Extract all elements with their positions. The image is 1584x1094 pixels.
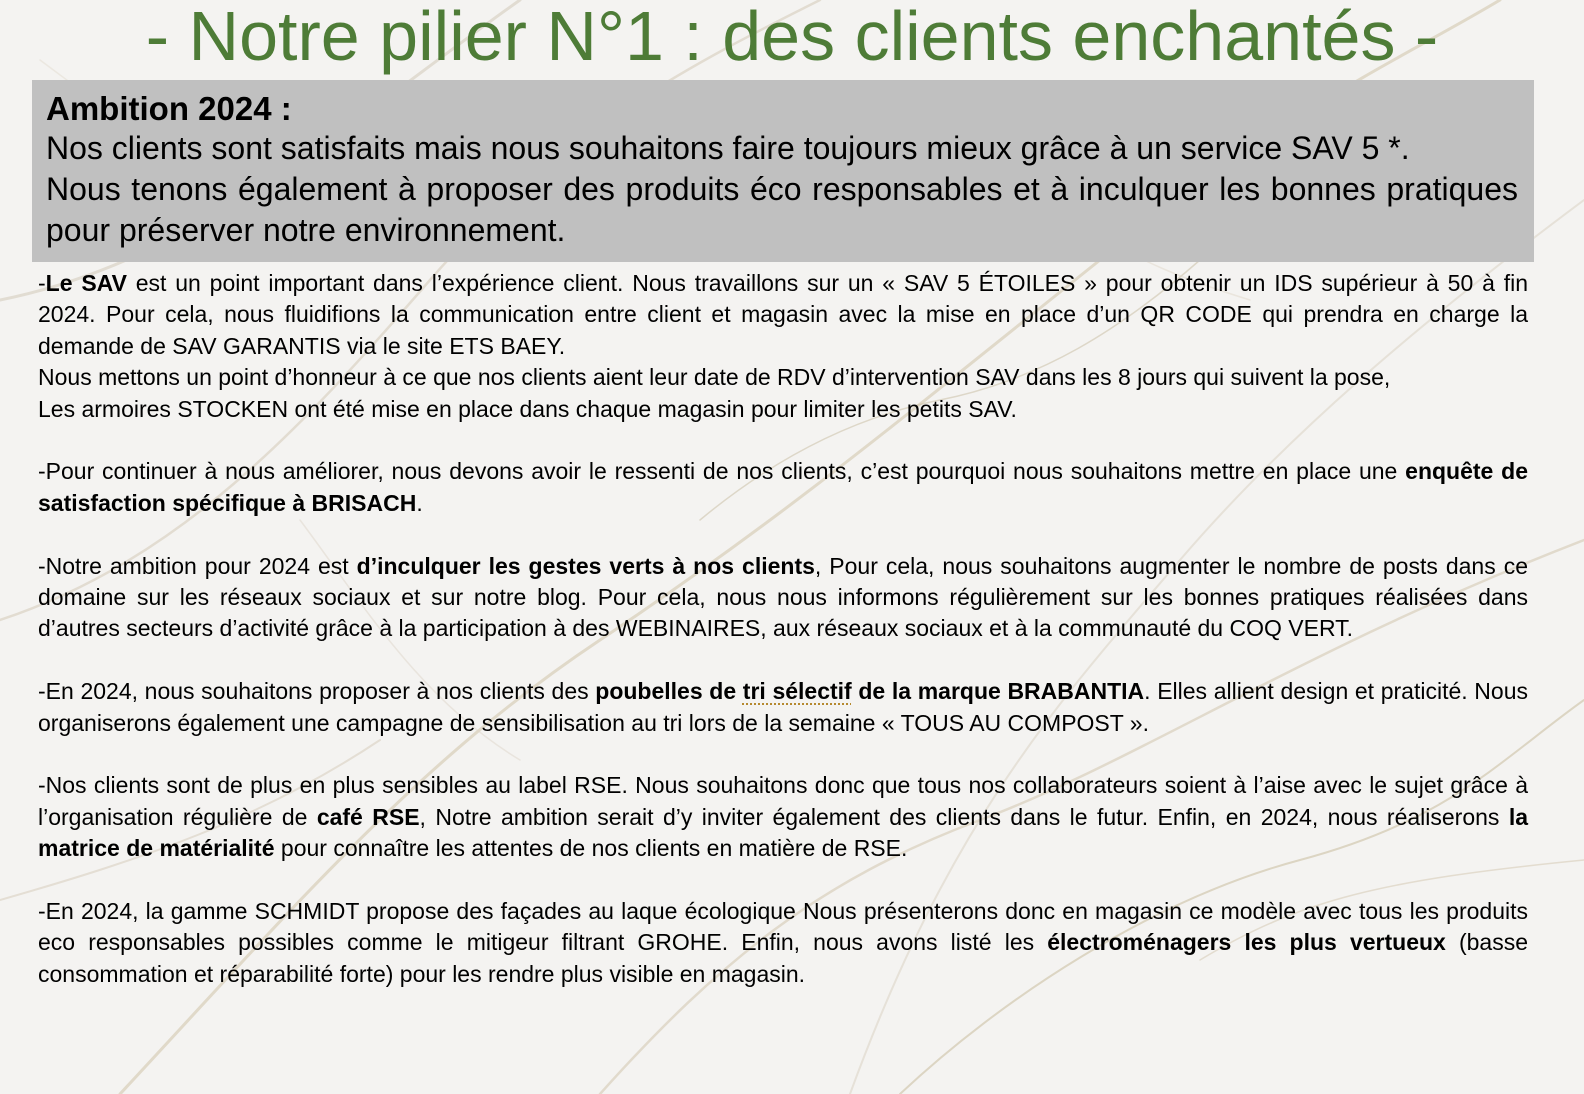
poubelles-bold-1: poubelles de [595, 678, 743, 705]
enquete-text-2: . [416, 489, 423, 516]
enquete-text [38, 456, 1528, 519]
ambition-heading: Ambition 2024 : [46, 90, 292, 127]
ambition-line-1: Nos clients sont satisfaits mais nous souhaitons faire toujours mieux grâce à un service SAV 5 *. [46, 130, 1410, 166]
sav-line-2: Nous mettons un point d’honneur à ce que nos clients aient leur date de RDV d’intervention SAV dans les 8 jours qui suivent la pose, [38, 364, 1391, 391]
rse-text-3: pour connaître les attentes de nos clients en matière de RSE. [274, 835, 908, 862]
gestes-text-2: , Pour cela, nous souhaitons augmenter le nombre de posts dans ce domaine sur les réseaux sociaux et sur notre blog. Pour cela, nous nous informons régulièrement sur les bonnes pratiques réalisées dans d’autres secteurs d’activité grâce à la participation à des WEBINAIRES, aux réseaux sociaux et à la communauté du COQ VERT. [38, 552, 1528, 642]
enquete-bold: enquête de satisfaction spécifique à BRISACH [38, 458, 1528, 516]
ambition-box [32, 80, 1534, 262]
schmidt-text [38, 896, 1528, 990]
poubelles-text-1: -En 2024, nous souhaitons proposer à nos clients des [38, 678, 596, 705]
gestes-text-1: -Notre ambition pour 2024 est [38, 552, 357, 579]
paragraph-gestes-verts [38, 551, 1528, 645]
gestes-bold: d’inculquer les gestes verts à nos clients [356, 552, 815, 579]
poubelles-text [38, 676, 1528, 739]
rse-bold-2: la matrice de matérialité [38, 803, 1529, 862]
poubelles-text-2: . Elles allient design et praticité. Nous organiserons également une campagne de sensibilisation au tri lors de la semaine « TOUS AU COMPOST ». [38, 678, 1528, 736]
sav-line-3: Les armoires STOCKEN ont été mise en place dans chaque magasin pour limiter les petits SAV. [38, 395, 1017, 422]
schmidt-text-2: (basse consommation et réparabilité forte) pour les rendre plus visible en magasin. [38, 929, 1528, 987]
body-text [38, 268, 1528, 1022]
rse-text [38, 770, 1528, 864]
poubelles-bold-spellcheck: tri sélectif [742, 678, 852, 705]
gestes-text [38, 551, 1528, 645]
paragraph-poubelles [38, 676, 1528, 739]
rse-text-1: -Nos clients sont de plus en plus sensibles au label RSE. Nous souhaitons donc que tous nos collaborateurs soient à l’aise avec le sujet grâce à l’organisation régulière de [38, 772, 1528, 830]
rse-bold-1: café RSE [316, 803, 420, 830]
schmidt-bold: électroménagers les plus vertueux [1047, 929, 1446, 956]
page-title: - Notre pilier N°1 : des clients enchantés - [145, 0, 1439, 75]
paragraph-rse [38, 770, 1528, 864]
paragraph-sav [38, 268, 1528, 425]
schmidt-text-1: -En 2024, la gamme SCHMIDT propose des façades au laque écologique Nous présenterons donc en magasin ce modèle avec tous les produits eco responsables possibles comme le mitigeur filtrant GROHE. Enfin, nous avons listé les [38, 898, 1528, 956]
sav-text-1: est un point important dans l’expérience client. Nous travaillons sur un « SAV 5 ÉTOILES » pour obtenir un IDS supérieur à 50 à fin 2024. Pour cela, nous fluidifions la communication entre client et magasin avec la mise en place d’un QR CODE qui prendra en charge la demande de SAV GARANTIS via le site ETS BAEY. [38, 270, 1528, 359]
poubelles-bold-2: de la marque BRABANTIA [851, 678, 1145, 705]
paragraph-enquete [38, 456, 1528, 519]
enquete-text-1: -Pour continuer à nous améliorer, nous devons avoir le ressenti de nos clients, c’est pourquoi nous souhaitons mettre en place une [38, 458, 1406, 485]
sav-dash: - [38, 270, 46, 296]
ambition-line-2: Nous tenons également à proposer des produits éco responsables et à inculquer les bonnes pratiques pour préserver notre environnement. [46, 171, 1518, 248]
sav-bold: Le SAV [45, 270, 127, 296]
paragraph-schmidt [38, 896, 1528, 990]
rse-text-2: , Notre ambition serait d’y inviter également des clients dans le futur. Enfin, en 2024, nous réaliserons [419, 803, 1509, 830]
sav-text [38, 268, 1528, 362]
